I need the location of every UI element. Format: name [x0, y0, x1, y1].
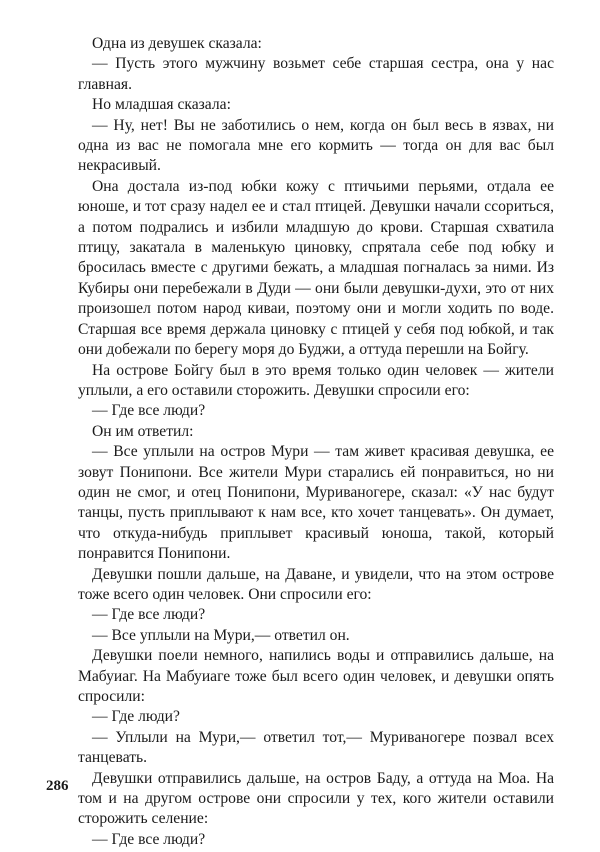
paragraph: На острове Бойгу был в это время только один человек — жители уплыли, а его оставили сторожить. Девушки спросили его: — [78, 361, 554, 399]
paragraph: Она достала из-под юбки кожу с птичьими перьями, отдала ее юноше, и тот сразу надел ее и стал птицей. Девушки начали ссориться, а потом подрались и избили младшую до крови. Старшая схватила птицу, закатала в маленькую циновку, спрятала себе под юбку и бросилась вместе с другими бежать, а младшая погналась за ними. Из Кубиры они перебежали в Дуди — они были девушки-духи, это от них произошел потом народ киваи, поэтому они и могли ходить по воде. Старшая все время держала циновку с птицей у себя под юбкой, и так они добежали по берегу моря до Буджи, а оттуда перешли на Бойгу. — [78, 177, 554, 359]
paragraph: Девушки пошли дальше, на Даване, и увидели, что на этом острове тоже всего один человек. Они спросили его: — [78, 565, 554, 603]
paragraph: — Где люди? — [92, 708, 180, 726]
body-text — [78, 34, 554, 850]
paragraph: — Пусть этого мужчину возьмет себе старшая сестра, она у нас главная. — [78, 55, 554, 93]
paragraph: — Где все люди? — [92, 606, 206, 624]
paragraph: — Все уплыли на Мури,— ответил он. — [92, 626, 350, 644]
paragraph: — Ну, нет! Вы не заботились о нем, когда он был весь в язвах, ни одна из вас не помогала мне его кормить — тогда он для вас был некрасивый. — [78, 116, 554, 175]
paragraph: Но младшая сказала: — [92, 96, 231, 114]
paragraph: Одна из девушек сказала: — [92, 35, 262, 52]
paragraph: Он им ответил: — [92, 422, 194, 440]
paragraph: — Уплыли на Мури,— ответил тот,— Муриваногере позвал всех танцевать. — [78, 728, 554, 767]
paragraph: Девушки отправились дальше, на остров Баду, а оттуда на Моа. На том и на другом острове они спросили у тех, кого жители оставили сторожить селение: — [78, 769, 554, 828]
paragraph: — Все уплыли на остров Мури — там живет красивая девушка, ее зовут Понипони. Все жители Мури старались ей понравиться, но ни один не смог, и отец Понипони, Муриваногере, сказал: «У нас будут танцы, пусть приплывают к нам все, кто хочет танцевать». Он думает, что откуда-нибудь приплывет красивый юноша, такой, который понравится Понипони. — [78, 443, 554, 563]
page-number: 286 — [46, 778, 69, 794]
paragraph: — Где все люди? — [92, 830, 206, 848]
paragraph: — Где все люди? — [92, 402, 206, 420]
paragraph: Девушки поели немного, напились воды и отправились дальше, на Мабуиаг. На Мабуиаге тоже был всего один человек, и девушки опять спросили: — [78, 647, 554, 705]
